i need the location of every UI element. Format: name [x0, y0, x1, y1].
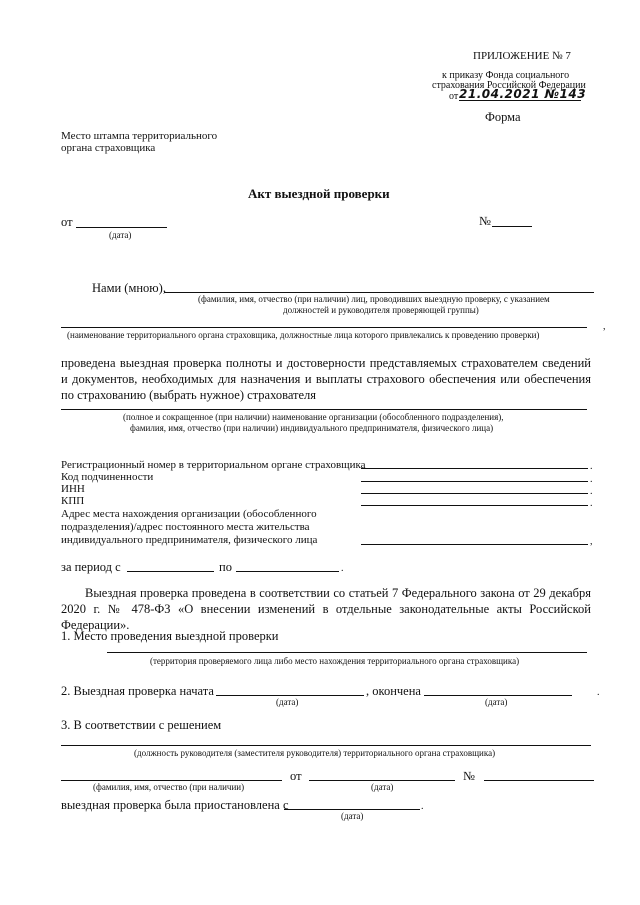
decision-date-field[interactable]: [309, 780, 455, 781]
stamp-place-line-2: органа страховщика: [61, 142, 156, 154]
stamp-place-line-1: Место штампа территориального: [61, 130, 218, 142]
insured-caption-2: фамилия, имя, отчество (при наличии) индивидуального предпринимателя, физического лица): [130, 423, 494, 433]
kpp-label: КПП: [61, 495, 85, 507]
section3-title: 3. В соответствии с решением: [61, 718, 222, 732]
inn-label: ИНН: [61, 483, 85, 495]
section3-position-caption: (должность руководителя (заместителя руководителя) территориального органа страховщика): [134, 748, 496, 758]
subordination-code-label: Код подчиненности: [61, 471, 154, 483]
inspectors-label: Нами (мною),: [92, 281, 166, 295]
decision-from-label: от: [290, 769, 302, 783]
from-label: от: [61, 215, 73, 229]
act-date-field[interactable]: [76, 227, 167, 228]
document-title: Акт выездной проверки: [248, 186, 390, 201]
law-paragraph: Выездная проверка проведена в соответствии со статьей 7 Федерального закона от 29 декабря 2020 г. № 478-ФЗ «О внесении изменений в отдельные законодательные акты Российской Федерации».: [61, 586, 591, 632]
address-line-3: индивидуального предпринимателя, физического лица: [61, 534, 318, 546]
reg-number-field[interactable]: [361, 468, 588, 469]
decision-name-field[interactable]: [61, 780, 282, 781]
decision-position-field[interactable]: [61, 745, 591, 746]
act-date-caption: (дата): [109, 230, 132, 240]
decision-number-label: №: [463, 769, 475, 783]
start-date-caption: (дата): [276, 697, 299, 707]
period-from-field[interactable]: [127, 571, 214, 572]
inspectors-caption-2: должностей и руководителя проверяющей группы): [283, 305, 479, 315]
kpp-field[interactable]: [361, 505, 588, 506]
involved-organ-field[interactable]: [61, 327, 587, 328]
period-from-label: за период с: [61, 560, 121, 574]
inspectors-caption-1: (фамилия, имя, отчество (при наличии) лиц, проводивших выездную проверку, с указанием: [198, 294, 550, 304]
address-line-2: подразделения)/адрес постоянного места жительства: [61, 521, 310, 533]
order-line-1: к приказу Фонда социального: [442, 70, 570, 81]
order-line-2: страхования Российской Федерации: [432, 80, 586, 91]
period-to-label: по: [219, 560, 232, 574]
inspection-place-field[interactable]: [107, 652, 587, 653]
insured-name-field[interactable]: [61, 409, 587, 410]
section2-started-label: 2. Выездная проверка начата: [61, 684, 214, 698]
order-prefix: от: [449, 91, 459, 102]
suspended-label: выездная проверка была приостановлена с: [61, 798, 289, 812]
decision-number-field[interactable]: [484, 780, 594, 781]
act-number-field[interactable]: [492, 226, 532, 227]
suspended-date-field[interactable]: [284, 809, 420, 810]
inspectors-field[interactable]: [164, 292, 594, 293]
section2-ended-label: , окончена: [366, 684, 421, 698]
end-date-field[interactable]: [424, 695, 572, 696]
start-date-field[interactable]: [216, 695, 364, 696]
section1-title: 1. Место проведения выездной проверки: [61, 629, 279, 643]
subordination-code-field[interactable]: [361, 481, 588, 482]
period-to-field[interactable]: [236, 571, 339, 572]
section3-date-caption: (дата): [371, 782, 394, 792]
intro-paragraph: проведена выездная проверка полноты и достоверности представляемых страхователем сведений и документов, необходимых для назначения и выплаты страхового обеспечения или обеспечения по страхованию (выбрать нужное) страхователя: [61, 356, 591, 402]
handwritten-order-date: 21.04.2021 №143: [459, 87, 587, 101]
form-label: Форма: [485, 110, 521, 124]
inn-field[interactable]: [361, 493, 588, 494]
address-field[interactable]: [361, 544, 588, 545]
end-date-caption: (дата): [485, 697, 508, 707]
section3-name-caption: (фамилия, имя, отчество (при наличии): [93, 782, 245, 792]
suspended-date-caption: (дата): [341, 811, 364, 821]
reg-number-label: Регистрационный номер в территориальном органе страховщика: [61, 459, 366, 471]
number-label: №: [479, 214, 491, 228]
section1-caption: (территория проверяемого лица либо место нахождения территориального органа страховщика): [150, 656, 520, 666]
involved-organ-caption: (наименование территориального органа страховщика, должностные лица которого привлекались к проведению проверки): [67, 330, 540, 340]
insured-caption-1: (полное и сокращенное (при наличии) наименование организации (обособленного подразделения),: [123, 412, 504, 422]
appendix-label: ПРИЛОЖЕНИЕ № 7: [473, 50, 571, 62]
trailing-comma: ,: [603, 321, 606, 332]
address-line-1: Адрес места нахождения организации (обособленного: [61, 508, 317, 520]
document-page: ПРИЛОЖЕНИЕ № 7 к приказу Фонда социального страхования Российской Федерации от 21.04.2021 №143 Форма Место штампа территориального органа страховщика Акт выездной проверки от (дата) № Нами (мною), (фамилия, имя, отчество (при наличии) лиц, проводивших выездную проверку, с указанием должностей и руководителя проверяющей группы) , (наименование территориального органа страховщика, должностные лица которого привлекались к проведению проверки) проведена выездная проверка полноты и достоверности представляемых страхователем сведений и документов, необходимых для назначения и выплаты страхового обеспечения или обеспечения по страхованию (выбрать нужное) страхователя (полное и сокращенное (при наличии) наименование организации (обособленного подразделения), фамилия, имя, отчество (при наличии) индивидуального предпринимателя, физического лица) Регистрационный номер в территориальном органе страховщика . Код подчиненности . ИНН . КПП . Адрес места нахождения организации (обособленного подразделения)/адрес постоянного места жительства индивидуального предпринимателя, физического лица , за период с по . Выездная проверка проведена в соответствии со статьей 7 Федерального закона от 29 декабря 2020 г. № 478-ФЗ «О внесении изменений в отдельные законодательные акты Российской Федерации». 1. Место проведения выездной проверки (территория проверяемого лица либо место нахождения территориального органа страховщика) 2. Выездная проверка начата (дата) , окончена (дата) . 3. В соответствии с решением (должность руководителя (заместителя руководителя) территориального органа страховщика) от № (фамилия, имя, отчество (при наличии) (дата) выездная проверка была приостановлена с . (дата): [0, 0, 640, 905]
